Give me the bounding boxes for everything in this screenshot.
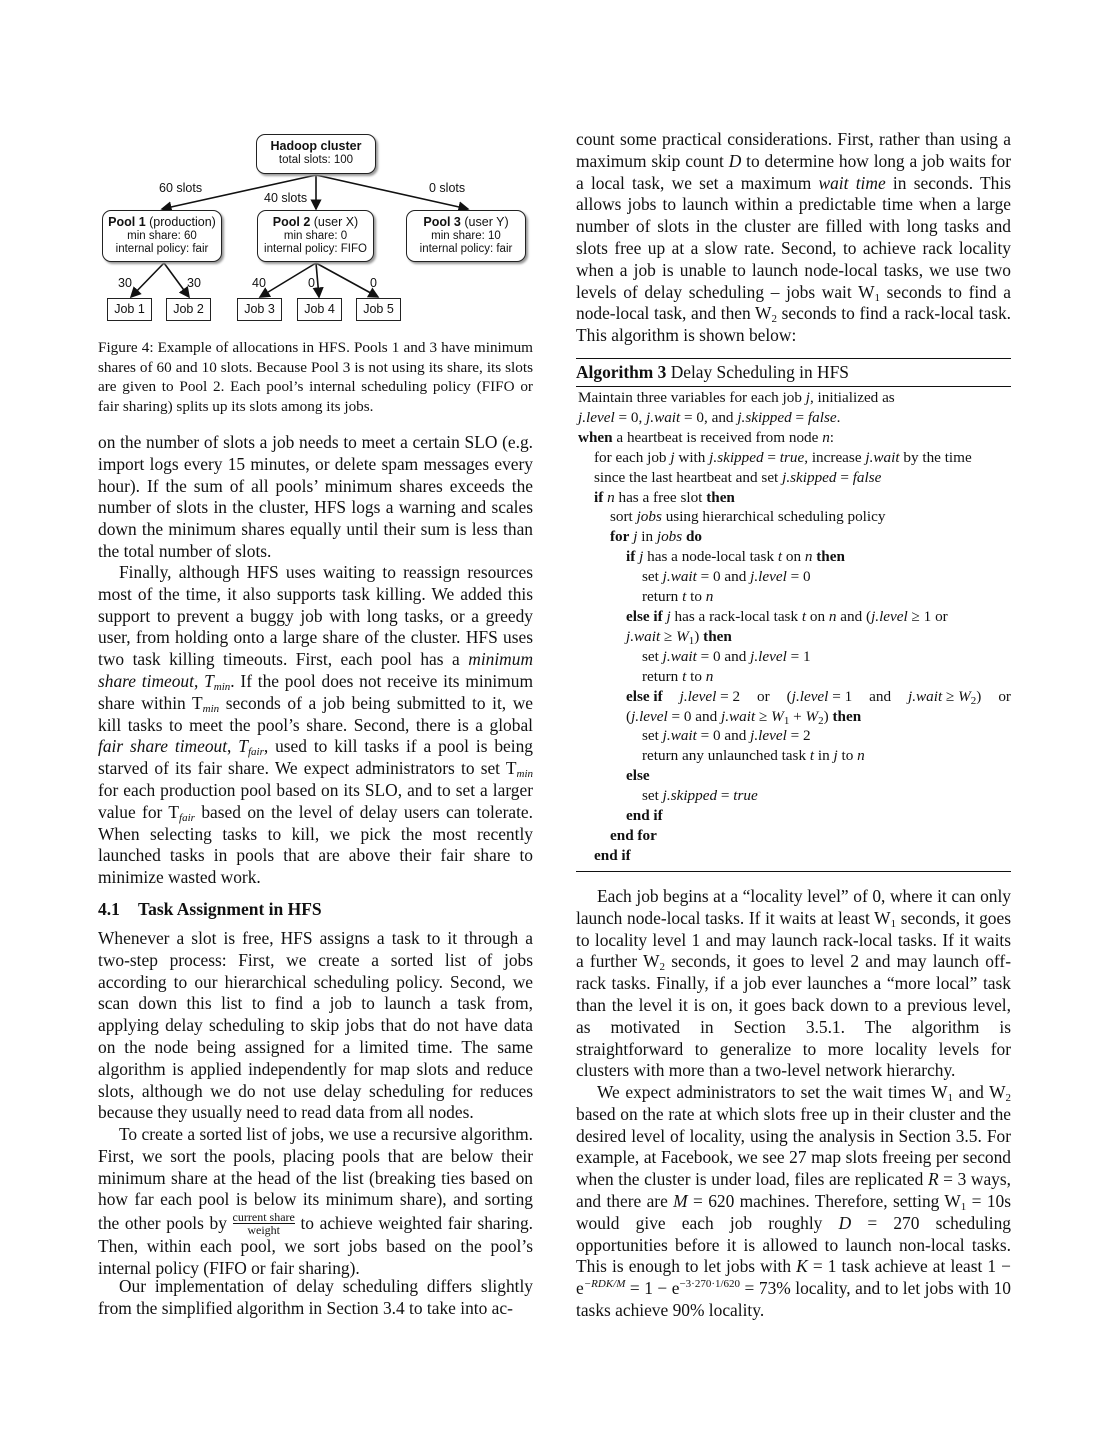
- job-5-node: Job 5: [356, 298, 401, 321]
- pool-min-share: min share: 10: [431, 229, 501, 242]
- edge-label-pool3: 0 slots: [429, 181, 466, 195]
- figure-caption: Figure 4: Example of allocations in HFS. Pools 1 and 3 have minimum shares of 60 and 10 slots. Because Pool 3 is not using its share, its slots are given to Pool 2. Each pool’s internal scheduling policy (FIFO or fair sharing) splits up its slots among its jobs.: [98, 339, 533, 415]
- edge-label-job2: 30: [187, 276, 201, 290]
- pool-name: Pool 2: [272, 215, 311, 229]
- algo-line: for j in jobs do: [610, 528, 703, 546]
- paragraph-task-assignment: Whenever a slot is free, HFS assigns a task to it through a two-step process: First, we create a sorted list of jobs according to our hierarchical scheduling policy. Second, we scan down this list to find a job to launch a task from, applying delay scheduling to skip jobs that do not have data on the node being assigned for a limited time. The same algorithm is applied independently for map slots and reduce slots, although we do not use delay scheduling for reduces because they usually need to read data from all nodes.: [98, 928, 533, 1123]
- job-2-node: Job 2: [166, 298, 211, 321]
- algo-line: sort jobs using hierarchical scheduling policy: [610, 508, 886, 526]
- paragraph-practical-considerations: count some practical considerations. First, rather than using a maximum skip count D to determine how long a job waits for a local task, we set a maximum wait time in seconds. This allows jobs to launch within a predictable time when a large number of slots in the cluster are filled with long tasks and slots free up at a slow rate. Second, to achieve rack locality when a job is unable to launch node-local tasks, we use two levels of delay scheduling – jobs wait $W_1$ seconds to find a node-local task, and then $W_2$ seconds to find a rack-local task. This algorithm is shown below:: [576, 129, 1011, 346]
- paragraph-task-killing: Finally, although HFS uses waiting to reassign resources most of the time, it also supports task killing. We added this support to prevent a buggy job with long tasks, or a greedy user, from holding onto a large share of the cluster. HFS uses two task killing timeouts. First, each pool has a minimum share timeout, $T_{min}$. If the pool does not receive its minimum share within $T_{min}$ seconds of a job being submitted to it, we kill tasks to meet the pool’s share. Second, there is a global fair share timeout, $T_{fair}$, used to kill tasks if a pool is being starved of its fair share. We expect administrators to set $T_{min}$ for each production pool based on its SLO, and to set a larger value for $T_{fair}$ based on the level of delay users can tolerate. When selecting tasks to kill, we pick the most recently launched tasks in pools that are above their fair share to minimize wasted work.: [98, 562, 534, 888]
- pool-owner: (production): [149, 215, 216, 229]
- pool-1-node: [102, 210, 222, 262]
- algo-line: else: [626, 767, 650, 785]
- algo-line: (j.level = 0 and j.wait ≥ $W_1 + W_2$) then: [626, 707, 862, 727]
- algorithm-bottom-rule: [576, 871, 1011, 872]
- algo-line: set j.wait = 0 and j.level = 2: [642, 727, 811, 745]
- pool-owner: (user X): [313, 215, 359, 229]
- algo-line: set j.wait = 0 and j.level = 1: [642, 647, 811, 665]
- cluster-total-slots: total slots: 100: [278, 153, 354, 166]
- algo-line: end for: [610, 826, 657, 844]
- edge-label-pool2: 40 slots: [264, 191, 308, 205]
- algorithm-body: [576, 387, 1011, 871]
- pool-policy: internal policy: fair: [115, 243, 209, 255]
- paragraph-implementation: Our implementation of delay scheduling differs slightly from the simplified algorithm in Section 3.4 to take into ac-: [98, 1276, 533, 1318]
- algo-line: set j.skipped = true: [642, 787, 758, 805]
- edge-label-job5: 0: [370, 276, 377, 290]
- pool-name: Pool 1: [108, 215, 146, 229]
- paragraph-locality-level: Each job begins at a “locality level” of 0, where it can only launch node-local tasks. If it waits at least $W_1$ seconds, it goes to locality level 1 and may launch rack-local tasks. If it waits a further $W_2$ seconds, it goes to level 2 and may launch off-rack tasks. Finally, if a job ever launches a “more local” task than the level it is on, it goes back down to a previous level, as motivated in Section 3.5.1. The algorithm is straightforward to generalize to more locality levels for clusters with more than a two-level network hierarchy.: [576, 886, 1011, 1081]
- algo-line: for each job j with j.skipped = true, increase j.wait by the time: [594, 448, 972, 466]
- job-4-node: Job 4: [297, 298, 342, 321]
- job-1-node: Job 1: [107, 298, 152, 321]
- paragraph-slo: on the number of slots a job needs to meet a certain SLO (e.g. import logs every 15 minutes, or delete spam messages every hour). If the sum of all pools’ minimum shares exceeds the number of slots in the cluster, HFS logs a warning and scales down the minimum shares equally until their sum is less than the total number of slots.: [98, 432, 533, 561]
- pool-policy: internal policy: FIFO: [264, 243, 367, 255]
- algo-line: if j has a node-local task t on n then: [626, 548, 845, 566]
- algo-line: return t to n: [642, 588, 714, 606]
- algo-line: return any unlaunched task t in j to n: [642, 747, 865, 765]
- pool-2-node: [257, 210, 374, 262]
- algo-line: else if j.level = 2 or (j.level = 1 and j.wait ≥ $W_2$) or: [626, 687, 1011, 707]
- edge-label-job1: 30: [118, 276, 132, 290]
- cluster-title: Hadoop cluster: [270, 139, 362, 153]
- algo-line: Maintain three variables for each job j, initialized as: [578, 389, 895, 406]
- section-heading-4-1: 4.1 Task Assignment in HFS: [98, 899, 322, 919]
- algo-line: else if j has a rack-local task t on n and (j.level ≥ 1 or: [626, 607, 948, 625]
- algo-line: end if: [626, 807, 663, 825]
- figure-4-hfs-allocation-diagram: [95, 125, 540, 330]
- algo-line: return t to n: [642, 667, 714, 685]
- algo-line: j.level = 0, j.wait = 0, and j.skipped = false.: [578, 408, 841, 426]
- algo-line: j.wait ≥ $W_1$) then: [626, 627, 732, 647]
- pool-policy: internal policy: fair: [419, 243, 513, 255]
- pool-min-share: min share: 0: [283, 229, 348, 242]
- algo-line: set j.wait = 0 and j.level = 0: [642, 568, 811, 586]
- paragraph-sorted-list: To create a sorted list of jobs, we use a recursive algorithm. First, we sort the pools, placing pools that are below their minimum share at the head of the list (breaking ties based on how far each pool is below its minimum share), and sorting the other pools by current share weight to achieve weighted fair sharing. Then, within each pool, we sort jobs based on the pool’s internal policy (FIFO or fair sharing).: [98, 1124, 533, 1278]
- algo-line: if n has a free slot then: [594, 488, 735, 506]
- algo-line: when a heartbeat is received from node n:: [578, 428, 835, 446]
- pool-owner: (user Y): [464, 215, 509, 229]
- edge-label-pool1: 60 slots: [159, 181, 203, 195]
- algo-line: end if: [594, 846, 631, 864]
- job-3-node: Job 3: [237, 298, 282, 321]
- pool-3-node: [406, 210, 526, 262]
- edge-label-job4: 0: [308, 276, 315, 290]
- edge-label-job3: 40: [252, 276, 266, 290]
- paragraph-wait-times: We expect administrators to set the wait times $W_1$ and $W_2$ based on the rate at which slots free up in their cluster and the desired level of locality, using the analysis in Section 3.5. For example, at Facebook, we see 27 map slots freeing per second when the cluster is under load, files are replicated R = 3 ways, and there are M = 620 machines. Therefore, setting $W_1 = 10s$ would give each job roughly D = 270 scheduling opportunities before it is allowed to launch non-local tasks. This is enough to let jobs with K = 1 task achieve at least $1 - e^{-RDK/M} = 1 - e^{-3\cdot 270\cdot 1/620} = 73\%$ locality, and to let jobs with 10 tasks achieve 90% locality.: [576, 1082, 1011, 1320]
- algorithm-3-box: [576, 358, 1011, 872]
- pool-name: Pool 3: [423, 215, 461, 229]
- pool-min-share: min share: 60: [127, 229, 197, 242]
- algo-line: since the last heartbeat and set j.skipped = false: [594, 468, 882, 486]
- algorithm-title: Algorithm 3 Delay Scheduling in HFS: [576, 362, 849, 382]
- hadoop-cluster-node: [256, 134, 376, 174]
